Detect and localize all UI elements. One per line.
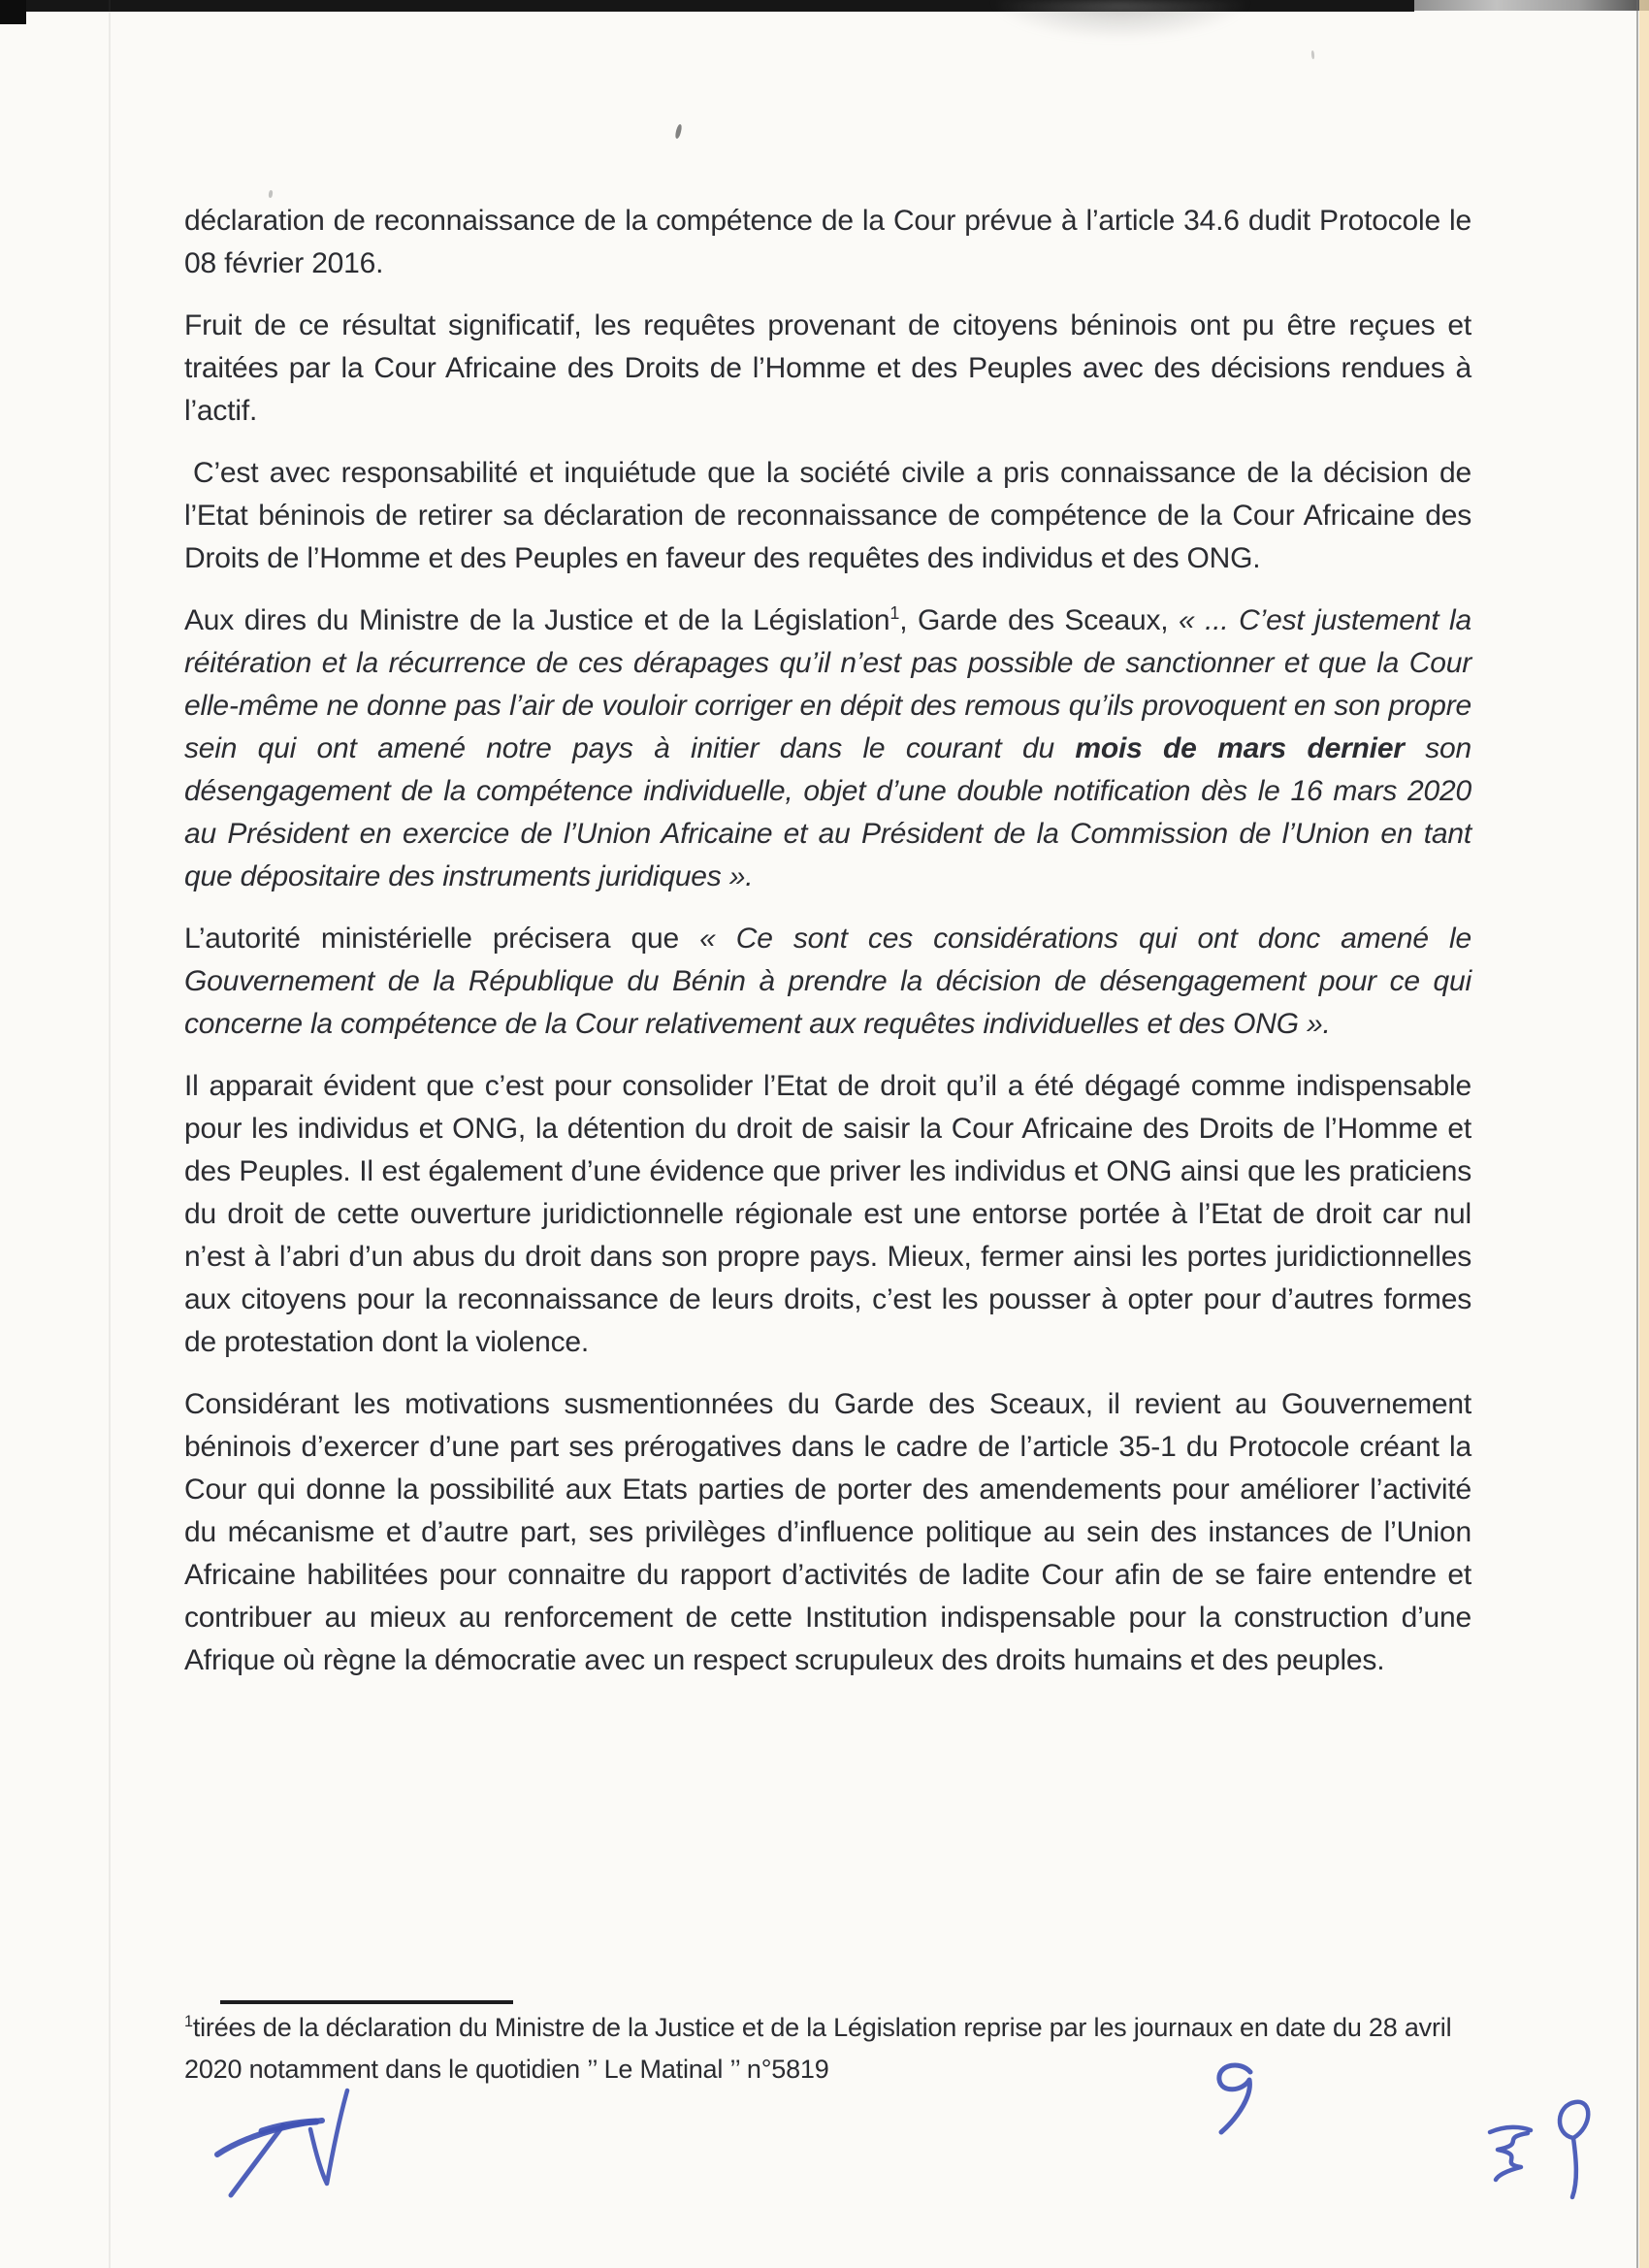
paragraph-6 <box>184 1065 1471 1364</box>
handwritten-paraph-footnote <box>1206 2058 1274 2141</box>
paragraph-5-intro: L’autorité ministérielle précisera que <box>184 923 700 955</box>
scan-top-gray-cloud <box>989 0 1251 41</box>
paragraph-1 <box>184 200 1471 285</box>
paragraph-4 <box>184 599 1471 898</box>
stray-ink-speck <box>674 124 682 140</box>
paragraph-6-text: Il apparait évident que c’est pour consolider l’Etat de droit qu’il a été dégagé comme indispensable pour les individus et ONG, la détention du droit de saisir la Cour Africaine des Droits de l’Homme et des Peuples. Il est également d’une évidence que priver les individus et ONG ainsi que les praticiens du droit de cette ouverture juridictionnelle régionale est une entorse portée à l’Etat de droit car nul n’est à l’abri d’un abus du droit dans son propre pays. Mieux, fermer ainsi les portes juridictionnelles aux citoyens pour la reconnaissance de leurs droits, c’est les pousser à opter pour d’autres formes de protestation dont la violence. <box>184 1070 1471 1358</box>
paragraph-4-mid: , Garde des Sceaux, <box>899 604 1180 636</box>
paragraph-5-quote: « Ce sont ces considérations qui ont donc amené le Gouvernement de la République du Bénin à prendre la décision de désengagement pour ce qui concerne la compétence de la Cour relativement aux requêtes individuelles et des ONG ». <box>184 923 1471 1040</box>
scan-right-edge-strip <box>1639 0 1649 2268</box>
paragraph-3 <box>184 452 1471 580</box>
stray-ink-speck <box>268 190 273 198</box>
paragraph-7-text: Considérant les motivations susmentionnées du Garde des Sceaux, il revient au Gouvernement béninois d’exercer d’une part ses prérogatives dans le cadre de l’article 35-1 du Protocole créant la Cour qui donne la possibilité aux Etats parties de porter des amendements pour améliorer l’activité du mécanisme et d’autre part, ses privilèges d’influence politique au sein des instances de l’Union Africaine habilitées pour connaitre du rapport d’activités de ladite Cour afin de se faire entendre et contribuer au mieux au renforcement de cette Institution indispensable pour la construction d’une Afrique où règne la démocratie avec un respect scrupuleux des droits humains et des peuples. <box>184 1388 1471 1676</box>
paragraph-5 <box>184 918 1471 1046</box>
footnote-marker: 1 <box>184 2013 193 2030</box>
paragraph-7 <box>184 1383 1471 1682</box>
handwritten-paraph-zigzag <box>1482 2121 1542 2188</box>
scan-left-page-edge <box>109 0 111 2268</box>
footnote-text: tirées de la déclaration du Ministre de la Justice et de la Législation reprise par les journaux en date du 28 avril 2020 notamment dans le quotidien ’’ Le Matinal ’’ n°5819 <box>184 2013 1452 2084</box>
paragraph-2-text: Fruit de ce résultat significatif, les requêtes provenant de citoyens béninois ont pu être reçues et traitées par la Cour Africaine des Droits de l’Homme et des Peuples avec des décisions rendues à l’actif. <box>184 309 1471 427</box>
stray-ink-speck <box>1311 50 1315 59</box>
footnote-divider <box>220 2000 513 2004</box>
scan-right-edge-line <box>1636 0 1638 2268</box>
paragraph-4-quote-end: son désengagement de la compétence individuelle, objet d’une double notification dès le 16 mars 2020 au Président en exercice de l’Union Africaine et au Président de la Commission de l’Union en tant que dépositaire des instruments juridiques ». <box>184 732 1471 892</box>
paragraph-1-text: déclaration de reconnaissance de la compétence de la Cour prévue à l’article 34.6 dudit Protocole le 08 février 2016. <box>184 205 1471 279</box>
handwritten-paraph-loop <box>1550 2095 1595 2204</box>
scan-top-corner <box>0 0 26 24</box>
scan-top-smudge <box>1414 0 1649 11</box>
paragraph-4-intro: Aux dires du Ministre de la Justice et de la Législation <box>184 604 890 636</box>
paragraph-4-quote-start: « ... C’est justement la réitération et la récurrence de ces dérapages qu’il n’est pas possible de sanctionner et que la Cour elle-même ne donne pas l’air de vouloir corriger en dépit des remous qu’ils provoquent en son propre sein qui ont amené notre pays à initier dans le courant du <box>184 604 1471 764</box>
paragraph-3-text: C’est avec responsabilité et inquiétude que la société civile a pris connaissance de la décision de l’Etat béninois de retirer sa déclaration de reconnaissance de compétence de la Cour Africaine des Droits de l’Homme et des Peuples en faveur des requêtes des individus et des ONG. <box>184 457 1471 574</box>
paragraph-2 <box>184 305 1471 433</box>
paragraph-4-bold-phrase: mois de mars dernier <box>1075 732 1405 764</box>
handwritten-initials-tv <box>204 2081 373 2207</box>
footnote-reference: 1 <box>889 603 900 623</box>
document-body <box>184 200 1471 1701</box>
